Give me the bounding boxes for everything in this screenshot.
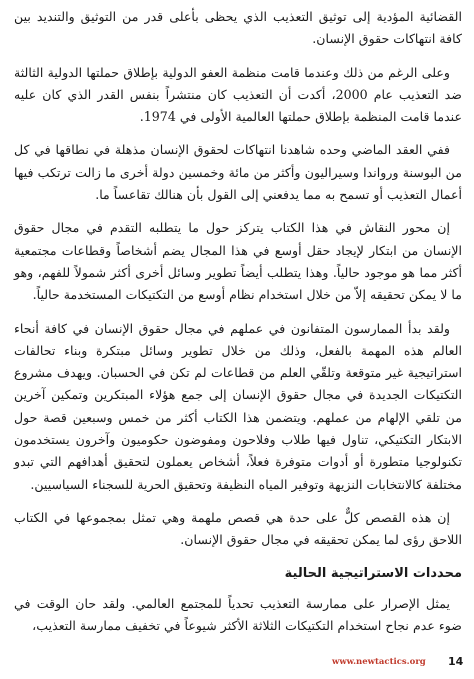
page-body [14, 6, 462, 648]
paragraph-3: ففي العقد الماضي وحده شاهدنا انتهاكات لحقوق الإنسان مذهلة في نطاقها في كل من البوسنة ورواندا وسيراليون وأكثر من مائة وخمسين دولة أخرى ما زالت ترتكب فيها أعمال التعذيب أو تسمح به مما يدفعني إلى القول بأن هنالك تقاعساً ما. [14, 142, 462, 203]
paragraph-2: وعلى الرغم من ذلك وعندما قامت منظمة العفو الدولية بإطلاق حملتها الدولية الثالثة ضد التعذيب عام 2000، أكدت أن التعذيب كان منتشراً بنفس القدر الذي كان عليه عندما قامت المنظمة بإطلاق حملتها العالمية الأولى في 1974. [14, 64, 462, 125]
closing-paragraph: يمثل الإصرار على ممارسة التعذيب تحدياً للمجتمع العالمي. ولقد حان الوقت في ضوء عدم نجاح استخدام التكتيكات الثلاثة الأكثر شيوعاً في تخفيف ممارسة التعذيب، [14, 595, 462, 633]
page-footer [0, 655, 474, 673]
paragraph-5: ولقد بدأ الممارسون المتفانون في عملهم في مجال حقوق الإنسان في كافة أنحاء العالم هذه المهمة بالفعل، وذلك من خلال تطوير وسائل مبتكرة وبناء تحالفات استراتيجية غير متوقعة وتلقّي العلم من قطاعات لم تكن في الحسبان. ويهدف مشروع التكتيكات الجديدة في مجال حقوق الإنسان إلى جمع هؤلاء المبتكرين وتمكين آخرين من تلقي الإلهام من عملهم. ويتضمن هذا الكتاب أكثر من خمس وسبعين قصة حول الابتكار التكتيكي، تناول فيها طلاب وفلاحون ومفوضون حكوميون وآخرون يستخدمون تكنولوجيا متطورة أو أدوات متوفرة فعلاً، أشخاص يعملون لتحقيق أهدافهم التي تبدو مختلفة كالانتخابات النزيهة وتوفير المياه النظيفة وتحقيق الحرية للسجناء السياسيين. [14, 320, 462, 492]
page-number: 14 [448, 655, 464, 668]
section-heading: محددات الاستراتيجية الحالية [284, 565, 462, 581]
paragraph-4: إن محور النقاش في هذا الكتاب يتركز حول ما يتطلبه التقدم في مجال حقوق الإنسان من ابتكار لإيجاد حقل أوسع في هذا المجال يضم أشخاصاً وقطاعات مجتمعية أكثر مما هو موجود حالياً. وهذا يتطلب أيضاً تطوير وسائل أخرى أكثر شمولاً للفهم، وهو ما لا يمكن تحقيقه إلاّ من خلال استخدام نظام أوسع من التكتيكات المستخدمة حالياً. [14, 220, 462, 303]
paragraph-1: القضائية المؤدية إلى توثيق التعذيب الذي يحظى بأعلى قدر من التوثيق والتنديد بين كافة انتهاكات حقوق الإنسان. [14, 9, 462, 47]
paragraph-6: إن هذه القصص كلٌّ على حدة هي قصص ملهمة وهي تمثل بمجموعها في الكتاب اللاحق رؤى لما يمكن تحقيقه في مجال حقوق الإنسان. [14, 509, 462, 548]
footer-website-link[interactable]: www.newtactics.org [332, 657, 426, 667]
